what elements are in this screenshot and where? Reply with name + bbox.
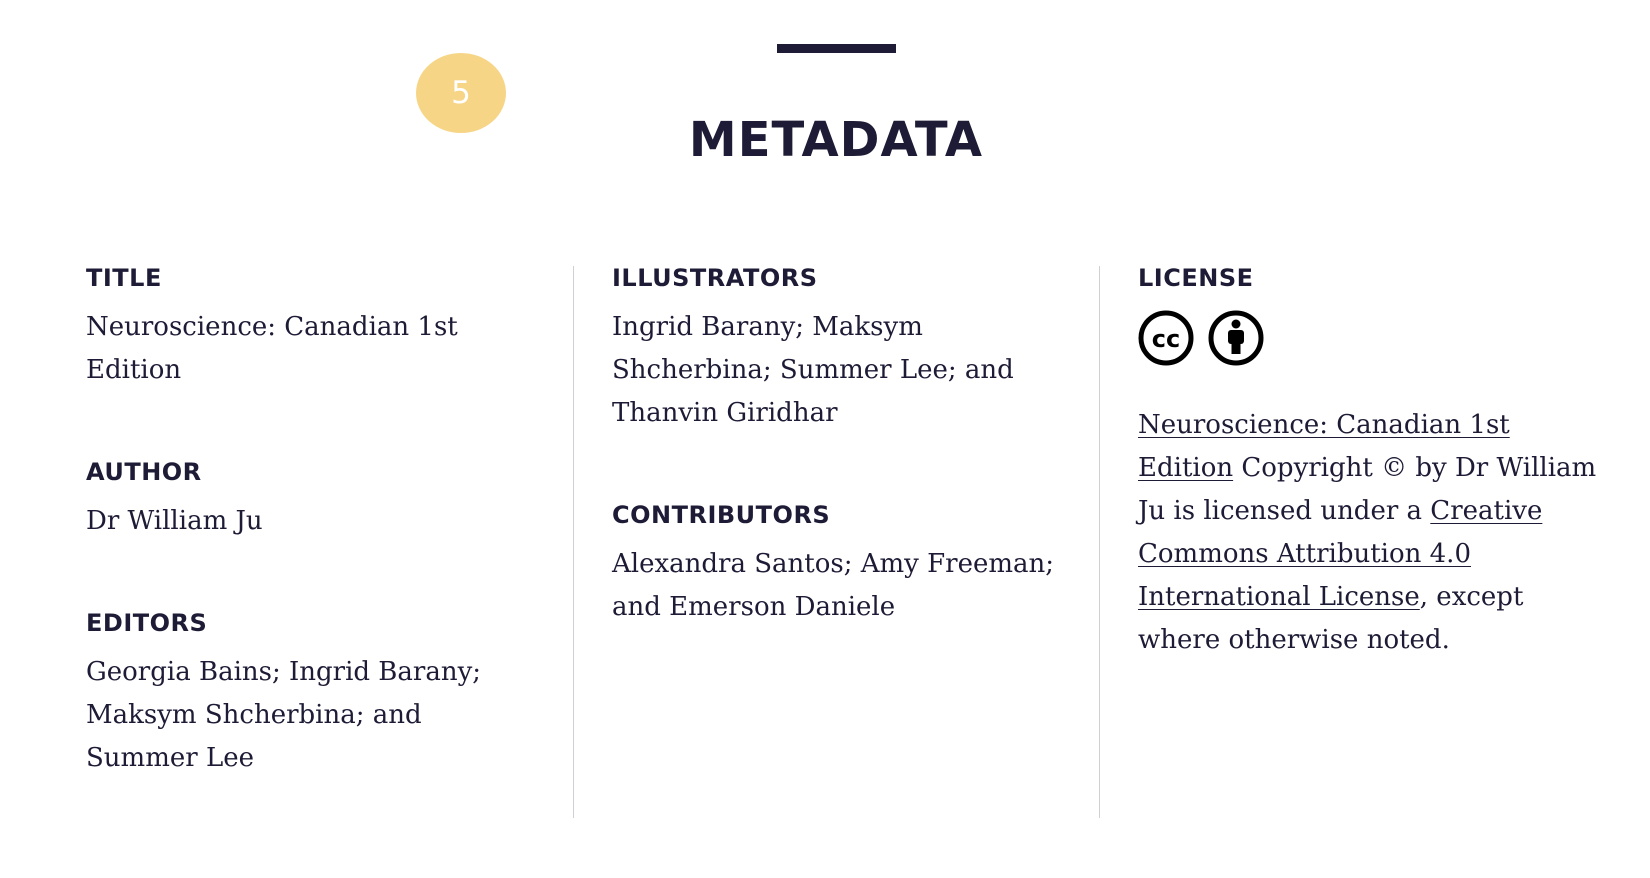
creative-commons-icon bbox=[1138, 310, 1194, 366]
license-suffix-text: , except where otherwise noted. bbox=[1138, 582, 1524, 655]
page-title: METADATA bbox=[688, 112, 984, 168]
author-label: AUTHOR bbox=[86, 458, 202, 486]
editors-value: Georgia Bains; Ingrid Barany; Maksym Shcherbina; and Summer Lee bbox=[86, 657, 482, 773]
svg-text:cc: cc bbox=[1151, 325, 1181, 353]
illustrators-label: ILLUSTRATORS bbox=[612, 264, 818, 292]
metadata-column-right bbox=[1138, 266, 1598, 662]
title-label: TITLE bbox=[86, 264, 162, 292]
cc-license-link[interactable]: Creative Commons Attribution 4.0 International License bbox=[1138, 496, 1543, 612]
title-section bbox=[86, 266, 526, 392]
column-divider bbox=[573, 266, 574, 818]
metadata-column-left bbox=[86, 266, 526, 780]
contributors-value: Alexandra Santos; Amy Freeman; and Emerson Daniele bbox=[612, 549, 1055, 622]
illustrators-section bbox=[612, 266, 1072, 435]
book-title-link[interactable]: Neuroscience: Canadian 1st Edition bbox=[1138, 410, 1510, 483]
attribution-icon bbox=[1208, 310, 1264, 366]
editors-label: EDITORS bbox=[86, 609, 208, 637]
license-icons bbox=[1138, 310, 1598, 366]
top-decorative-rule bbox=[777, 44, 896, 53]
author-value: Dr William Ju bbox=[86, 506, 263, 536]
license-copyright-text: Copyright © by Dr William Ju is licensed under a bbox=[1138, 453, 1597, 526]
title-value: Neuroscience: Canadian 1st Edition bbox=[86, 312, 458, 385]
column-divider bbox=[1099, 266, 1100, 818]
contributors-label: CONTRIBUTORS bbox=[612, 501, 831, 529]
step-number-badge: 5 bbox=[416, 53, 506, 133]
editors-section bbox=[86, 611, 526, 780]
illustrators-value: Ingrid Barany; Maksym Shcherbina; Summer Lee; and Thanvin Giridhar bbox=[612, 312, 1014, 428]
license-label: LICENSE bbox=[1138, 264, 1254, 292]
contributors-section bbox=[612, 503, 1072, 629]
metadata-column-middle bbox=[612, 266, 1072, 629]
author-section bbox=[86, 460, 526, 543]
license-statement bbox=[1138, 404, 1598, 662]
